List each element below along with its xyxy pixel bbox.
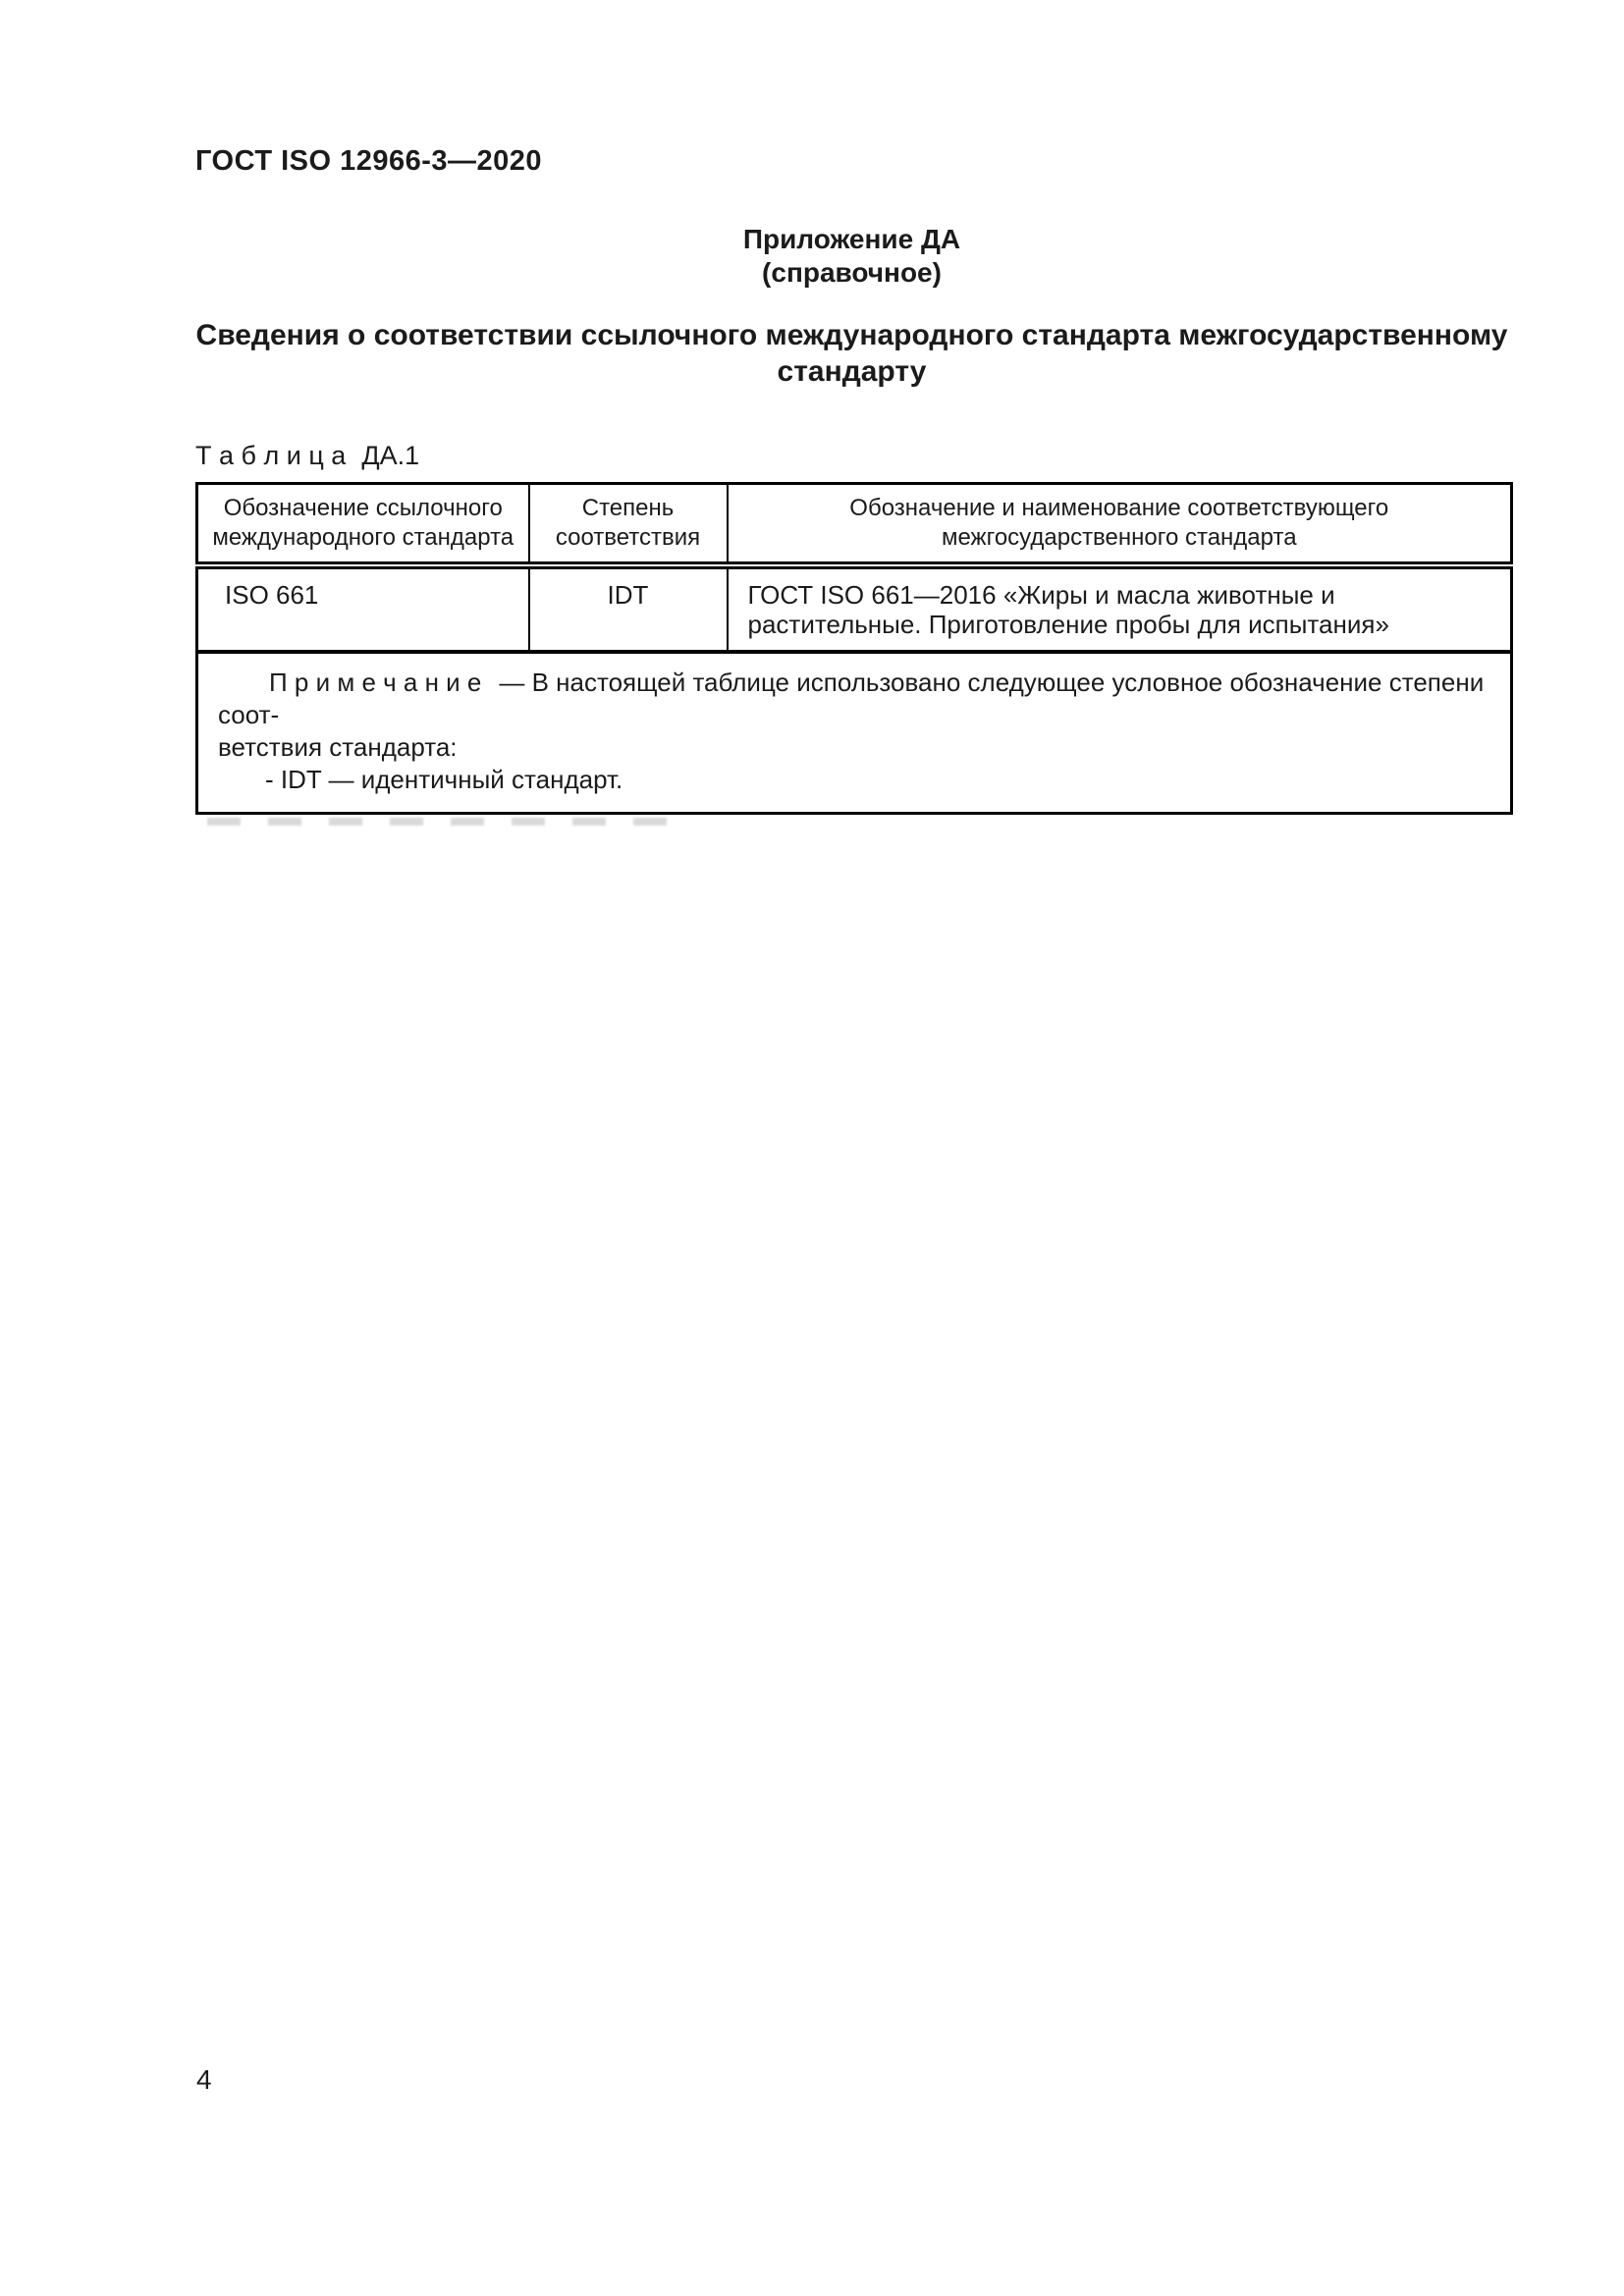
note-line-1	[218, 667, 1489, 731]
table-caption-number: ДА.1	[361, 441, 420, 470]
note-line-2: ветствия стандарта:	[218, 732, 458, 762]
table-note-row	[197, 652, 1512, 814]
table-header-row	[197, 484, 1512, 566]
scan-ghosting-artifact	[207, 818, 669, 826]
cell-degree: IDT	[529, 565, 728, 652]
cell-reference-standard: ISO 661	[197, 565, 529, 652]
table-row	[197, 565, 1512, 652]
table-caption	[195, 441, 1508, 471]
note-text: — В настоящей таблице использовано следующее условное обозначение степени соот-	[218, 667, 1485, 729]
standard-number-header: ГОСТ ISO 12966-3—2020	[195, 145, 543, 177]
document-page	[195, 0, 1508, 826]
appendix-kind: (справочное)	[762, 257, 942, 288]
column-header-reference-standard: Обозначение ссылочного международного стандарта	[197, 484, 529, 566]
note-item-idt: - IDT — идентичный стандарт.	[265, 765, 623, 794]
note-label: П р и м е ч а н и е	[269, 667, 482, 697]
page-number: 4	[196, 2064, 212, 2095]
page-title: Сведения о соответствии ссылочного международного стандарта межгосударственному стандарту	[195, 319, 1508, 388]
table-note-cell	[197, 652, 1512, 814]
appendix-label: Приложение ДА	[742, 224, 961, 254]
appendix-heading	[195, 223, 1508, 290]
table-caption-word: Т а б л и ц а	[195, 441, 347, 470]
column-header-degree: Степень соответствия	[529, 484, 728, 566]
cell-designation: ГОСТ ISO 661—2016 «Жиры и масла животные и растительные. Приготовление пробы для испытания»	[728, 565, 1512, 652]
correspondence-table	[195, 482, 1513, 815]
column-header-designation: Обозначение и наименование соответствующего межгосударственного стандарта	[728, 484, 1512, 566]
